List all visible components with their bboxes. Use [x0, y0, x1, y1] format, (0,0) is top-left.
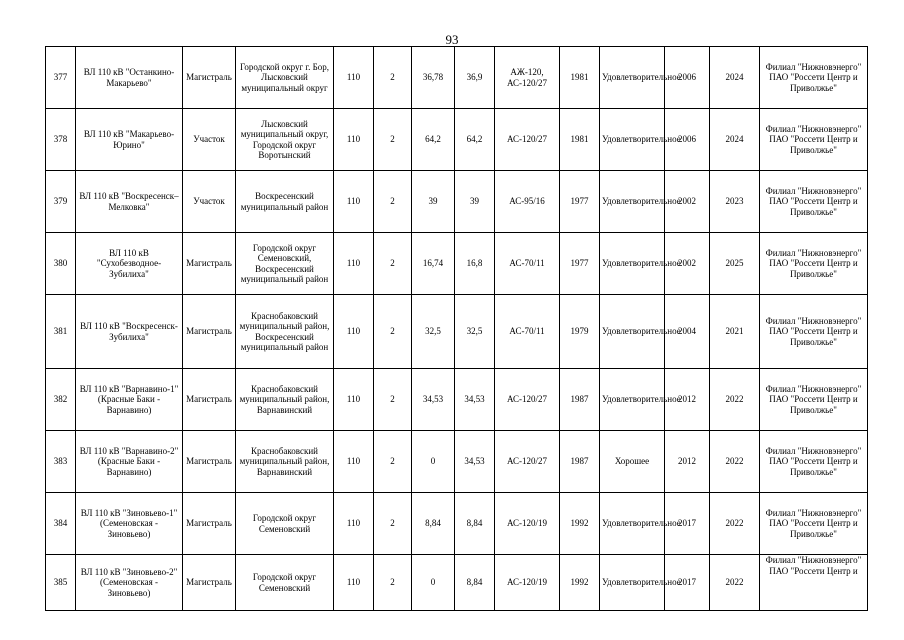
line-location: Городской округ Семеновский — [236, 555, 334, 611]
length-1: 34,53 — [412, 369, 455, 431]
length-1: 64,2 — [412, 109, 455, 171]
commission-year: 1981 — [560, 47, 600, 109]
wire-type: АС-120/19 — [495, 555, 560, 611]
table-row — [46, 555, 868, 611]
length-2: 16,8 — [455, 233, 495, 295]
circuits: 2 — [374, 47, 412, 109]
owner: Филиал "Нижновэнерго" ПАО "Россети Центр и Приволжье" — [760, 369, 868, 431]
wire-type: АС-70/11 — [495, 295, 560, 369]
year-2: 2022 — [710, 369, 760, 431]
commission-year: 1981 — [560, 109, 600, 171]
length-2: 64,2 — [455, 109, 495, 171]
condition: Удовлетворительное — [600, 171, 665, 233]
owner: Филиал "Нижновэнерго" ПАО "Россети Центр и Приволжье" — [760, 233, 868, 295]
wire-type: АС-120/27 — [495, 369, 560, 431]
wire-type: АС-120/27 — [495, 109, 560, 171]
length-2: 36,9 — [455, 47, 495, 109]
line-name: ВЛ 110 кВ "Сухобезводное-Зубилиха" — [76, 233, 183, 295]
length-2: 32,5 — [455, 295, 495, 369]
voltage: 110 — [334, 47, 374, 109]
commission-year: 1977 — [560, 233, 600, 295]
year-2: 2022 — [710, 431, 760, 493]
year-2: 2022 — [710, 555, 760, 611]
table-row — [46, 47, 868, 109]
row-number: 382 — [46, 369, 76, 431]
year-1: 2004 — [665, 295, 710, 369]
owner: Филиал "Нижновэнерго" ПАО "Россети Центр и Приволжье" — [760, 47, 868, 109]
row-number: 377 — [46, 47, 76, 109]
length-2: 34,53 — [455, 369, 495, 431]
line-location: Краснобаковский муниципальный район, Варнавинский — [236, 369, 334, 431]
line-location: Краснобаковский муниципальный район, Воскресенский муниципальный район — [236, 295, 334, 369]
power-lines-table — [45, 46, 868, 611]
circuits: 2 — [374, 295, 412, 369]
owner: Филиал "Нижновэнерго" ПАО "Россети Центр и Приволжье" — [760, 295, 868, 369]
line-type: Магистраль — [183, 555, 236, 611]
table-row — [46, 431, 868, 493]
voltage: 110 — [334, 493, 374, 555]
row-number: 379 — [46, 171, 76, 233]
table-row — [46, 369, 868, 431]
line-name: ВЛ 110 кВ "Останкино-Макарьево" — [76, 47, 183, 109]
length-2: 39 — [455, 171, 495, 233]
condition: Удовлетворительное — [600, 47, 665, 109]
line-type: Магистраль — [183, 47, 236, 109]
year-2: 2022 — [710, 493, 760, 555]
line-type: Магистраль — [183, 233, 236, 295]
owner: Филиал "Нижновэнерго" ПАО "Россети Центр и Приволжье" — [760, 171, 868, 233]
circuits: 2 — [374, 171, 412, 233]
condition: Удовлетворительное — [600, 233, 665, 295]
year-1: 2012 — [665, 431, 710, 493]
condition: Хорошее — [600, 431, 665, 493]
owner: Филиал "Нижновэнерго" ПАО "Россети Центр и Приволжье" — [760, 493, 868, 555]
owner: Филиал "Нижновэнерго" ПАО "Россети Центр и — [760, 555, 868, 611]
line-location: Лысковский муниципальный округ, Городской округ Воротынский — [236, 109, 334, 171]
line-location: Городской округ Семеновский, Воскресенский муниципальный район — [236, 233, 334, 295]
line-name: ВЛ 110 кВ "Зиновьево-1" (Семеновская - Зиновьево) — [76, 493, 183, 555]
line-type: Магистраль — [183, 493, 236, 555]
line-name: ВЛ 110 кВ "Воскресенск-Зубилиха" — [76, 295, 183, 369]
table-row — [46, 233, 868, 295]
voltage: 110 — [334, 233, 374, 295]
year-1: 2002 — [665, 233, 710, 295]
line-name: ВЛ 110 кВ "Варнавино-2" (Красные Баки - Варнавино) — [76, 431, 183, 493]
wire-type: АЖ-120, АС-120/27 — [495, 47, 560, 109]
length-1: 16,74 — [412, 233, 455, 295]
line-type: Участок — [183, 171, 236, 233]
row-number: 385 — [46, 555, 76, 611]
condition: Удовлетворительное — [600, 493, 665, 555]
row-number: 383 — [46, 431, 76, 493]
line-name: ВЛ 110 кВ "Варнавино-1" (Красные Баки - Варнавино) — [76, 369, 183, 431]
commission-year: 1977 — [560, 171, 600, 233]
length-1: 0 — [412, 431, 455, 493]
year-2: 2025 — [710, 233, 760, 295]
row-number: 378 — [46, 109, 76, 171]
voltage: 110 — [334, 431, 374, 493]
row-number: 380 — [46, 233, 76, 295]
circuits: 2 — [374, 555, 412, 611]
voltage: 110 — [334, 369, 374, 431]
line-name: ВЛ 110 кВ "Воскресенск–Мелковка" — [76, 171, 183, 233]
condition: Удовлетворительное — [600, 109, 665, 171]
length-1: 8,84 — [412, 493, 455, 555]
length-1: 32,5 — [412, 295, 455, 369]
voltage: 110 — [334, 109, 374, 171]
wire-type: АС-120/27 — [495, 431, 560, 493]
commission-year: 1992 — [560, 493, 600, 555]
circuits: 2 — [374, 493, 412, 555]
voltage: 110 — [334, 171, 374, 233]
line-name: ВЛ 110 кВ "Макарьево-Юрино" — [76, 109, 183, 171]
commission-year: 1979 — [560, 295, 600, 369]
line-type: Магистраль — [183, 369, 236, 431]
circuits: 2 — [374, 369, 412, 431]
year-1: 2012 — [665, 369, 710, 431]
line-location: Городской округ г. Бор, Лысковский муниципальный округ — [236, 47, 334, 109]
wire-type: АС-95/16 — [495, 171, 560, 233]
year-1: 2006 — [665, 109, 710, 171]
table-row — [46, 109, 868, 171]
line-name: ВЛ 110 кВ "Зиновьево-2" (Семеновская - Зиновьево) — [76, 555, 183, 611]
owner: Филиал "Нижновэнерго" ПАО "Россети Центр и Приволжье" — [760, 109, 868, 171]
year-1: 2017 — [665, 493, 710, 555]
circuits: 2 — [374, 233, 412, 295]
circuits: 2 — [374, 109, 412, 171]
wire-type: АС-120/19 — [495, 493, 560, 555]
line-type: Магистраль — [183, 295, 236, 369]
owner: Филиал "Нижновэнерго" ПАО "Россети Центр и Приволжье" — [760, 431, 868, 493]
condition: Удовлетворительное — [600, 369, 665, 431]
voltage: 110 — [334, 555, 374, 611]
table-row — [46, 295, 868, 369]
length-2: 8,84 — [455, 493, 495, 555]
year-1: 2002 — [665, 171, 710, 233]
commission-year: 1987 — [560, 369, 600, 431]
table-row — [46, 493, 868, 555]
condition: Удовлетворительное — [600, 295, 665, 369]
year-2: 2021 — [710, 295, 760, 369]
voltage: 110 — [334, 295, 374, 369]
length-1: 39 — [412, 171, 455, 233]
length-1: 0 — [412, 555, 455, 611]
line-location: Краснобаковский муниципальный район, Варнавинский — [236, 431, 334, 493]
commission-year: 1987 — [560, 431, 600, 493]
table-row — [46, 171, 868, 233]
length-2: 34,53 — [455, 431, 495, 493]
year-1: 2017 — [665, 555, 710, 611]
length-1: 36,78 — [412, 47, 455, 109]
year-2: 2023 — [710, 171, 760, 233]
line-type: Участок — [183, 109, 236, 171]
circuits: 2 — [374, 431, 412, 493]
commission-year: 1992 — [560, 555, 600, 611]
line-type: Магистраль — [183, 431, 236, 493]
year-1: 2006 — [665, 47, 710, 109]
page-number: 93 — [445, 32, 459, 47]
year-2: 2024 — [710, 109, 760, 171]
row-number: 381 — [46, 295, 76, 369]
line-location: Городской округ Семеновский — [236, 493, 334, 555]
length-2: 8,84 — [455, 555, 495, 611]
row-number: 384 — [46, 493, 76, 555]
line-location: Воскресенский муниципальный район — [236, 171, 334, 233]
condition: Удовлетворительное — [600, 555, 665, 611]
wire-type: АС-70/11 — [495, 233, 560, 295]
year-2: 2024 — [710, 47, 760, 109]
